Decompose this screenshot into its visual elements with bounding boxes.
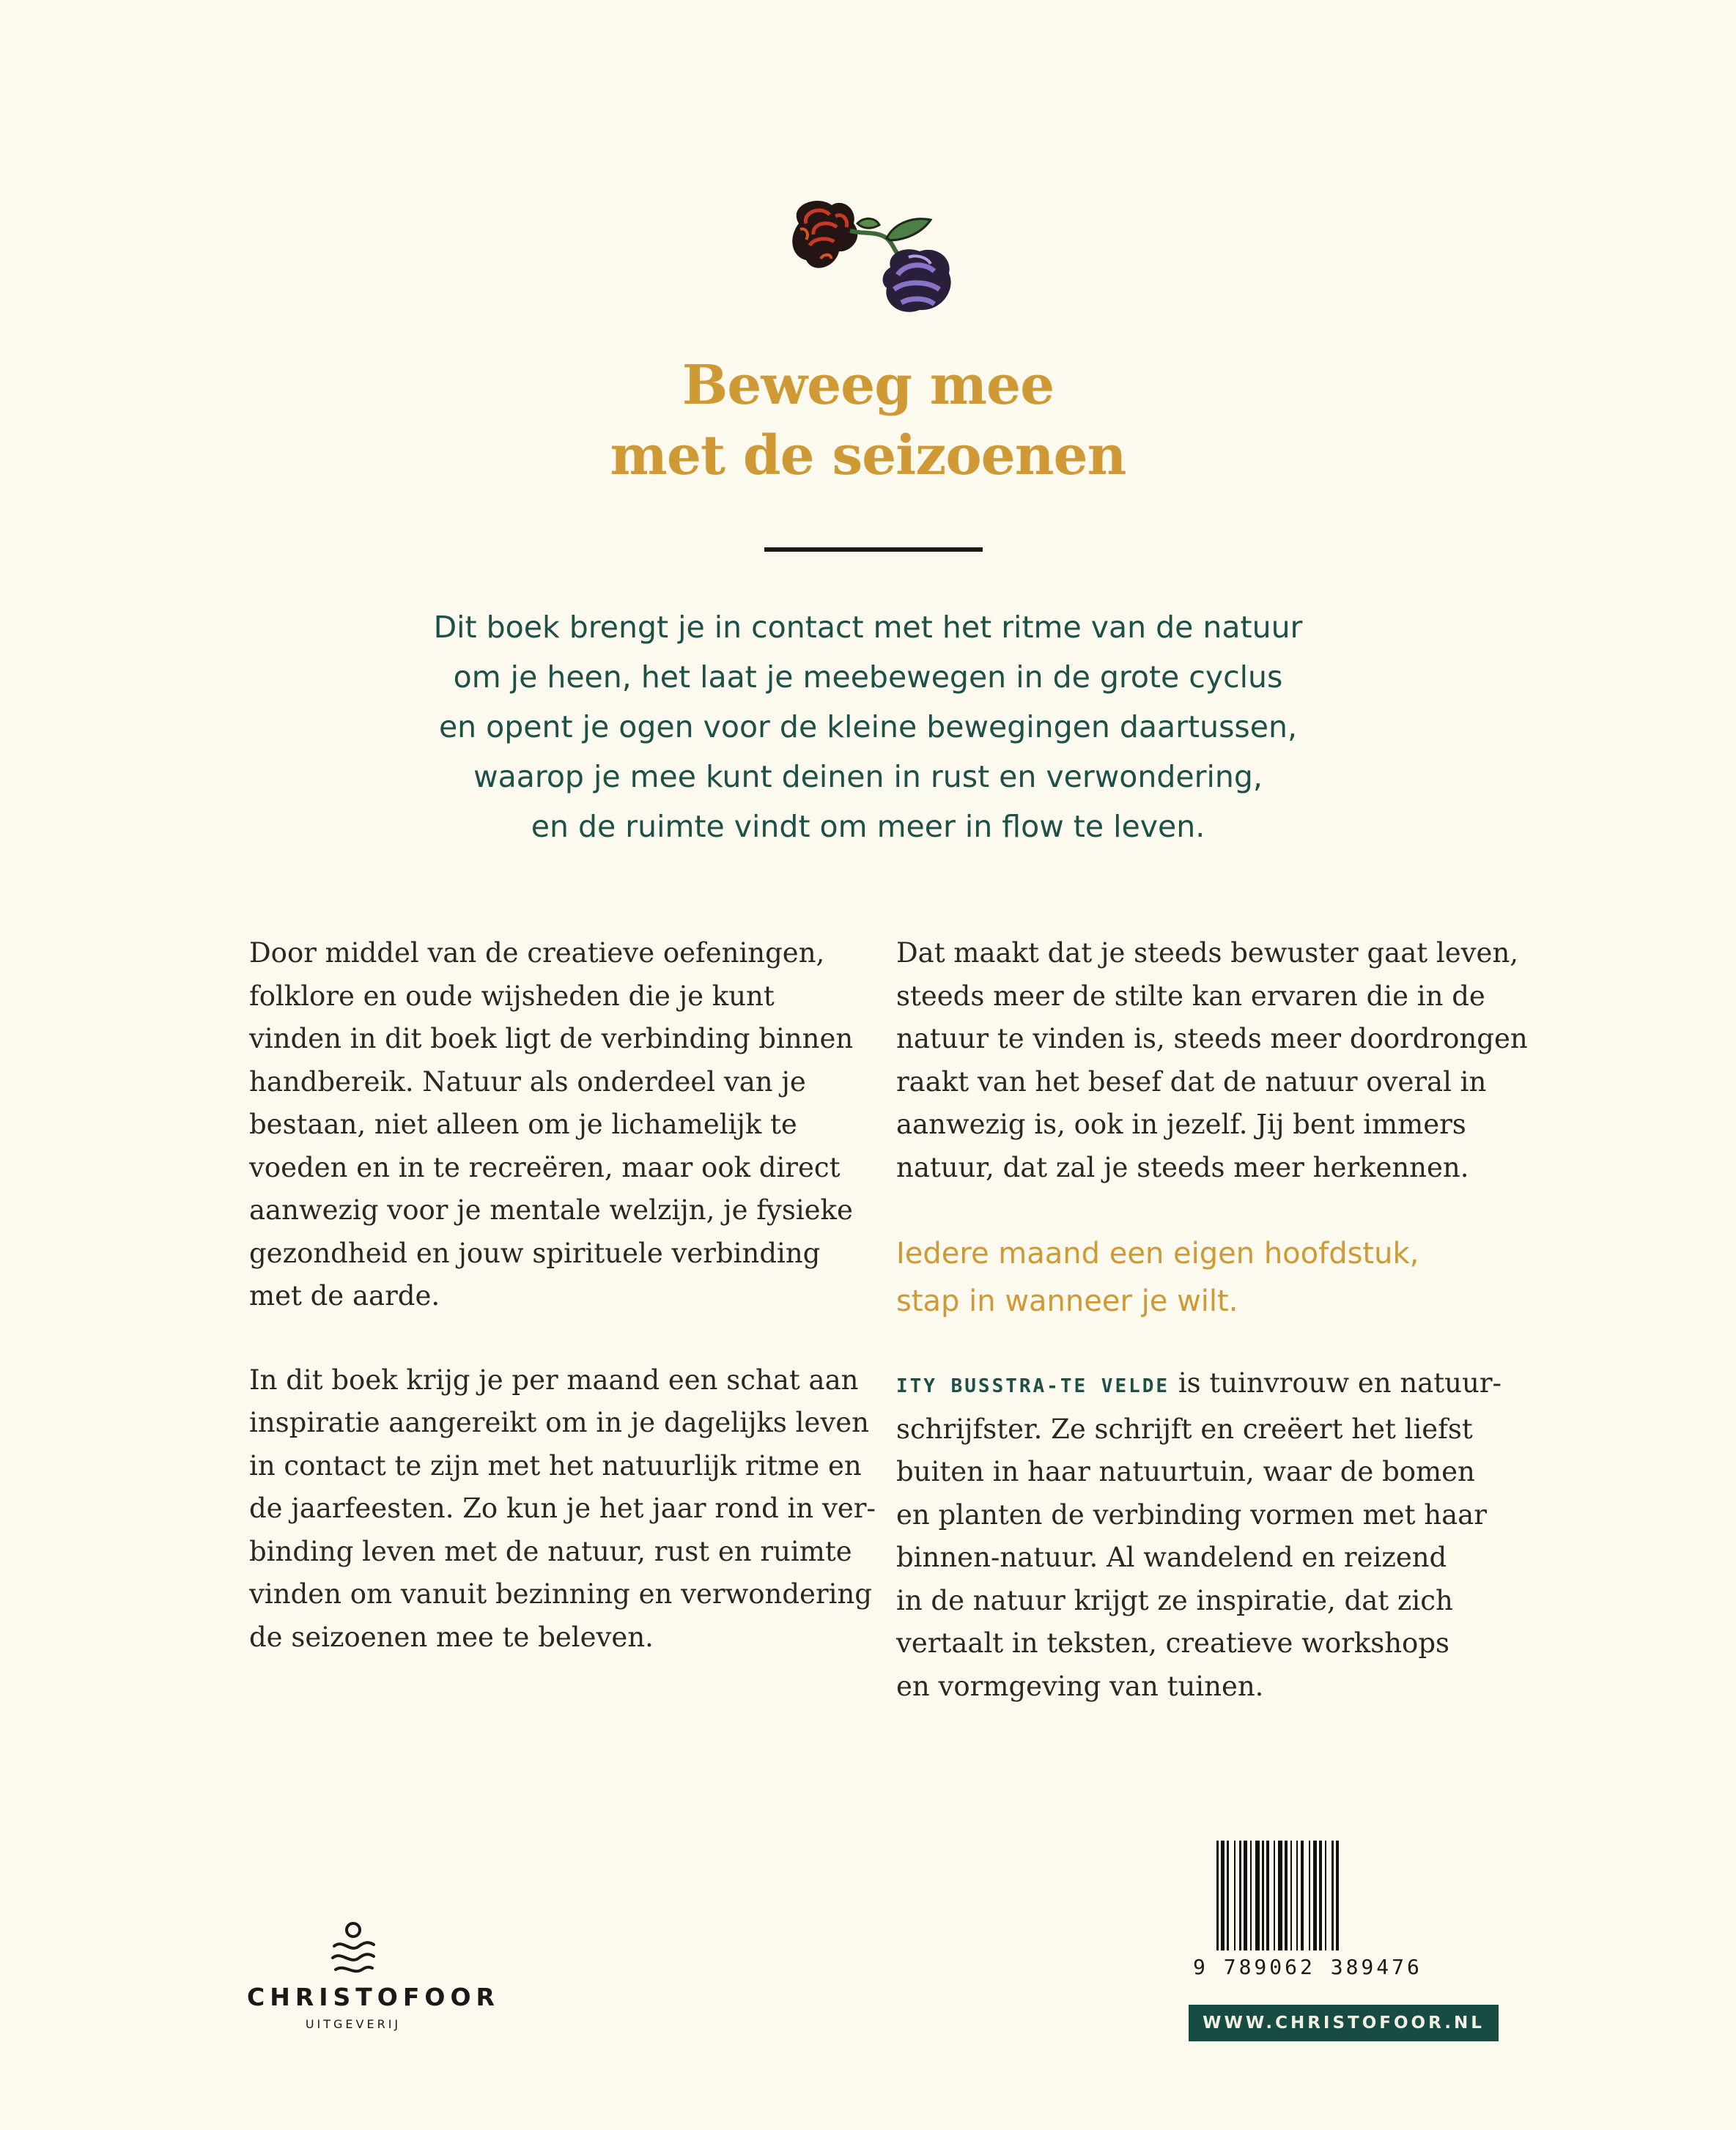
text-line: de jaarfeesten. Zo kun je het jaar rond in ver- xyxy=(249,1493,876,1524)
barcode-bar xyxy=(1278,1841,1282,1950)
text-line: binding leven met de natuur, rust en ruimte xyxy=(249,1535,852,1567)
text-line: gezondheid en jouw spirituele verbinding xyxy=(249,1237,821,1269)
publisher-name: CHRISTOFOOR xyxy=(247,1983,500,2011)
text-line: In dit boek krijg je per maand een schat aan xyxy=(249,1364,859,1396)
isbn-number: 9 789062 389476 xyxy=(1193,1955,1422,1979)
text-line: Dat maakt dat je steeds bewuster gaat leven, xyxy=(896,937,1519,969)
text-line: vinden om vanuit bezinning en verwondering xyxy=(249,1578,872,1610)
text-line: inspiratie aangereikt om in je dagelijks leven xyxy=(249,1407,869,1438)
text-line: met de aarde. xyxy=(249,1280,440,1312)
barcode-bar xyxy=(1285,1841,1288,1950)
barcode-image xyxy=(1216,1841,1480,1950)
intro-line: om je heen, het laat je meebewegen in de grote cyclus xyxy=(453,659,1283,695)
text-line: vinden in dit boek ligt de verbinding binnen xyxy=(249,1023,854,1054)
purple-flower xyxy=(883,249,951,312)
text-line: voeden en in te recreëren, maar ook direct xyxy=(249,1151,841,1183)
text-line: in contact te zijn met het natuurlijk ritme en xyxy=(249,1449,862,1482)
barcode-bar xyxy=(1325,1841,1326,1950)
text-line: en planten de verbinding vormen met haar xyxy=(896,1498,1487,1531)
text-line: Door middel van de creatieve oefeningen, xyxy=(249,937,825,969)
text-line: in de natuur krijgt ze inspiratie, dat zich xyxy=(896,1584,1453,1616)
text-line: folklore en oude wijsheden die je kunt xyxy=(249,980,775,1012)
barcode-bar xyxy=(1336,1841,1339,1950)
intro-line: en de ruimte vindt om meer in flow te leven. xyxy=(531,809,1205,844)
website-label: WWW.CHRISTOFOOR.NL xyxy=(1189,2005,1499,2041)
barcode-bar xyxy=(1274,1841,1275,1950)
barcode-bar xyxy=(1313,1841,1317,1950)
barcode-bar xyxy=(1331,1841,1334,1950)
intro-line: waarop je mee kunt deinen in rust en verwondering, xyxy=(473,759,1263,794)
text-line: natuur te vinden is, steeds meer doordrongen xyxy=(896,1023,1528,1054)
barcode-bar xyxy=(1216,1841,1219,1950)
text-line: schrijfster. Ze schrijft en creëert het liefst xyxy=(896,1413,1473,1445)
left-column xyxy=(249,932,887,1659)
title-line: met de seizoenen xyxy=(610,424,1126,487)
title-divider xyxy=(764,547,983,552)
barcode-bar xyxy=(1266,1841,1269,1950)
barcode-bar xyxy=(1319,1841,1322,1950)
text-line: buiten in haar natuurtuin, waar de bomen xyxy=(896,1456,1475,1487)
text-line: aanwezig voor je mentale welzijn, je fysieke xyxy=(249,1194,853,1226)
text-line: vertaalt in teksten, creatieve workshops xyxy=(896,1627,1449,1659)
red-flower xyxy=(792,201,857,268)
intro-text xyxy=(0,602,1736,851)
flower-illustration xyxy=(784,194,967,326)
text-line: aanwezig is, ook in jezelf. Jij bent immers xyxy=(896,1109,1466,1140)
book-title xyxy=(0,350,1736,491)
barcode-bar xyxy=(1301,1841,1304,1950)
publisher-logo xyxy=(247,1920,500,2031)
barcode-bar xyxy=(1239,1841,1241,1950)
barcode-bar xyxy=(1296,1841,1298,1950)
barcode-bar xyxy=(1290,1841,1292,1950)
text-line: binnen-natuur. Al wandelend en reizend xyxy=(896,1542,1447,1573)
intro-line: Dit boek brengt je in contact met het ritme van de natuur xyxy=(433,610,1303,645)
leaf xyxy=(887,219,931,240)
right-column xyxy=(896,932,1556,1708)
text-line: steeds meer de stilte kan ervaren die in de xyxy=(896,980,1485,1012)
highlight-quote xyxy=(896,1230,1556,1325)
barcode-bar xyxy=(1262,1841,1264,1950)
author-bio-first-line: is tuinvrouw en natuur- xyxy=(1170,1367,1502,1399)
barcode-bar xyxy=(1250,1841,1252,1950)
barcode-bar xyxy=(1227,1841,1229,1950)
publisher-subtitle: UITGEVERIJ xyxy=(305,2017,402,2031)
barcode-bar xyxy=(1309,1841,1310,1950)
text-line: raakt van het besef dat de natuur overal in xyxy=(896,1065,1487,1098)
title-line: Beweeg mee xyxy=(682,354,1054,417)
quote-line: stap in wanneer je wilt. xyxy=(896,1284,1238,1318)
barcode-bar xyxy=(1234,1841,1235,1950)
text-line: handbereik. Natuur als onderdeel van je xyxy=(249,1065,806,1098)
text-line xyxy=(896,1362,1556,1408)
barcode-bar xyxy=(1244,1841,1247,1950)
intro-line: en opent je ogen voor de kleine bewegingen daartussen, xyxy=(438,709,1298,744)
leaf xyxy=(857,218,879,228)
author-name: ITY BUSSTRA-TE VELDE xyxy=(896,1375,1170,1397)
barcode-bar xyxy=(1221,1841,1225,1950)
text-line: en vormgeving van tuinen. xyxy=(896,1670,1264,1702)
wave-figure-icon xyxy=(324,1920,383,1978)
text-line: bestaan, niet alleen om je lichamelijk te xyxy=(249,1109,797,1140)
description-paragraph xyxy=(249,932,887,1318)
text-line: natuur, dat zal je steeds meer herkennen. xyxy=(896,1151,1469,1183)
barcode-bar xyxy=(1255,1841,1260,1950)
description-paragraph xyxy=(896,932,1556,1189)
text-line: de seizoenen mee te beleven. xyxy=(249,1621,654,1653)
quote-line: Iedere maand een eigen hoofdstuk, xyxy=(896,1237,1419,1271)
description-paragraph xyxy=(249,1359,887,1660)
author-bio xyxy=(896,1362,1556,1708)
